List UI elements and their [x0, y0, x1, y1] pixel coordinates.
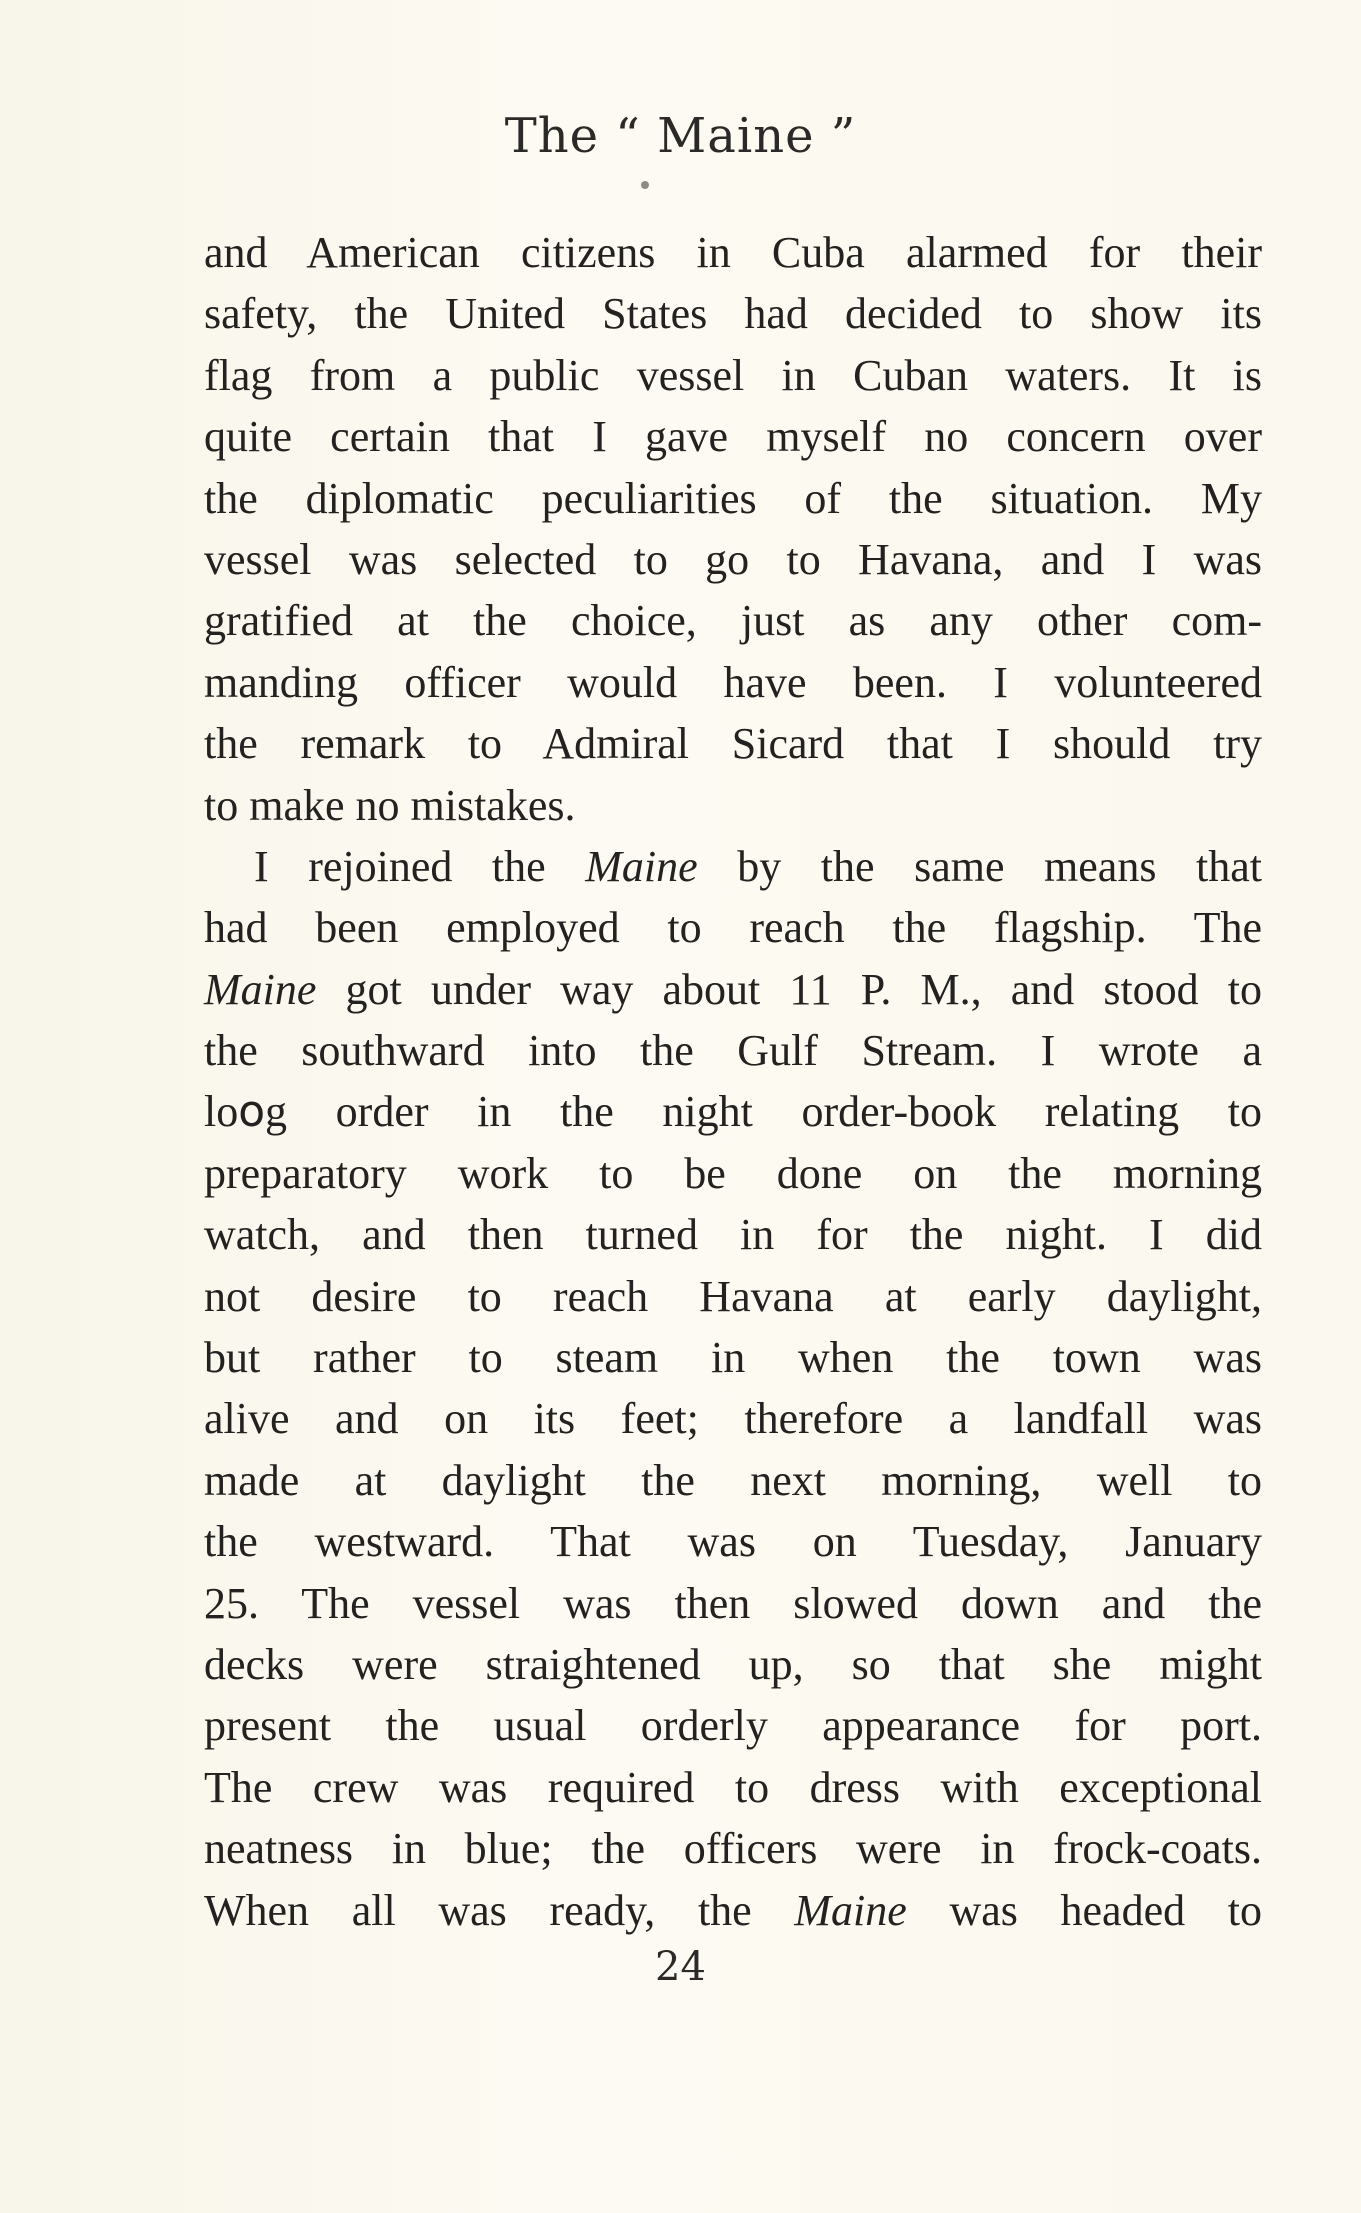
text-line: [204, 1880, 1262, 1941]
text-line: [204, 222, 1262, 283]
text-line: [204, 775, 1262, 836]
text-segment: got under way about 11 P. M., and stood to: [316, 964, 1262, 1014]
text-segment: by the same means that: [697, 841, 1262, 891]
text-line: [204, 1081, 1262, 1142]
italic-ship-name: Maine: [585, 841, 698, 891]
text-segment: preparatory work to be done on the morning: [204, 1148, 1262, 1198]
text-segment: flag from a public vessel in Cuban waters. It is: [204, 350, 1262, 400]
text-segment: and American citizens in Cuba alarmed for their: [204, 228, 1262, 277]
page-number: 24: [655, 1944, 706, 1990]
running-head: The “ Maine ”: [504, 108, 857, 164]
text-line: [204, 406, 1262, 467]
text-segment: but rather to steam in when the town was: [204, 1333, 1262, 1383]
text-line: [204, 897, 1262, 958]
text-segment: safety, the United States had decided to show its: [204, 289, 1262, 339]
text-segment: made at daylight the next morning, well to: [204, 1455, 1262, 1505]
text-segment: The crew was required to dress with exceptional: [204, 1762, 1262, 1812]
text-line: [204, 652, 1262, 713]
text-segment: had been employed to reach the flagship. The: [204, 903, 1262, 953]
italic-ship-name: Maine: [794, 1885, 907, 1935]
text-segment: manding officer would have been. I volunteered: [204, 657, 1262, 707]
text-line: [204, 345, 1262, 406]
text-segment: the diplomatic peculiarities of the situation. My: [204, 473, 1262, 523]
body-text: [204, 222, 1262, 1941]
text-segment: neatness in blue; the officers were in frock-coats.: [204, 1824, 1262, 1874]
text-line: [204, 1573, 1262, 1634]
text-segment: the westward. That was on Tuesday, January: [204, 1517, 1262, 1567]
text-segment: loօg order in the night order-book relating to: [204, 1087, 1262, 1137]
text-segment: watch, and then turned in for the night. I did: [204, 1210, 1262, 1260]
text-line: [204, 1204, 1262, 1265]
text-line: [204, 713, 1262, 774]
text-line: [204, 1818, 1262, 1879]
text-line: [204, 1634, 1262, 1695]
text-line: [204, 1757, 1262, 1818]
text-segment: vessel was selected to go to Havana, and I was: [204, 534, 1262, 584]
text-line: [204, 1020, 1262, 1081]
text-segment: not desire to reach Havana at early daylight,: [204, 1271, 1262, 1321]
text-segment: I rejoined the: [254, 841, 586, 891]
text-segment: gratified at the choice, just as any other com-: [204, 596, 1262, 646]
text-line: [204, 1388, 1262, 1449]
text-line: [204, 1695, 1262, 1756]
text-line: [204, 468, 1262, 529]
text-segment: to make no mistakes.: [204, 780, 576, 830]
text-segment: present the usual orderly appearance for port.: [204, 1701, 1262, 1751]
text-line: [204, 283, 1262, 344]
text-segment: the remark to Admiral Sicard that I should try: [204, 719, 1262, 769]
text-segment: the southward into the Gulf Stream. I wrote a: [204, 1026, 1262, 1076]
text-line: [204, 590, 1262, 651]
text-line: [204, 529, 1262, 590]
text-segment: decks were straightened up, so that she might: [204, 1639, 1262, 1689]
italic-ship-name: Maine: [204, 964, 317, 1014]
text-segment: alive and on its feet; therefore a landfall was: [204, 1394, 1262, 1444]
text-line: [204, 959, 1262, 1020]
text-segment: quite certain that I gave myself no concern over: [204, 412, 1262, 462]
text-line: [204, 1143, 1262, 1204]
text-line: [204, 1511, 1262, 1572]
text-segment: 25. The vessel was then slowed down and the: [204, 1578, 1262, 1628]
text-line: [204, 1266, 1262, 1327]
text-line: [204, 1327, 1262, 1388]
text-segment: was headed to: [906, 1885, 1262, 1935]
text-segment: When all was ready, the: [204, 1885, 795, 1935]
text-line: [204, 1450, 1262, 1511]
text-line: [204, 836, 1262, 897]
head-ornament-dot: [641, 181, 649, 189]
